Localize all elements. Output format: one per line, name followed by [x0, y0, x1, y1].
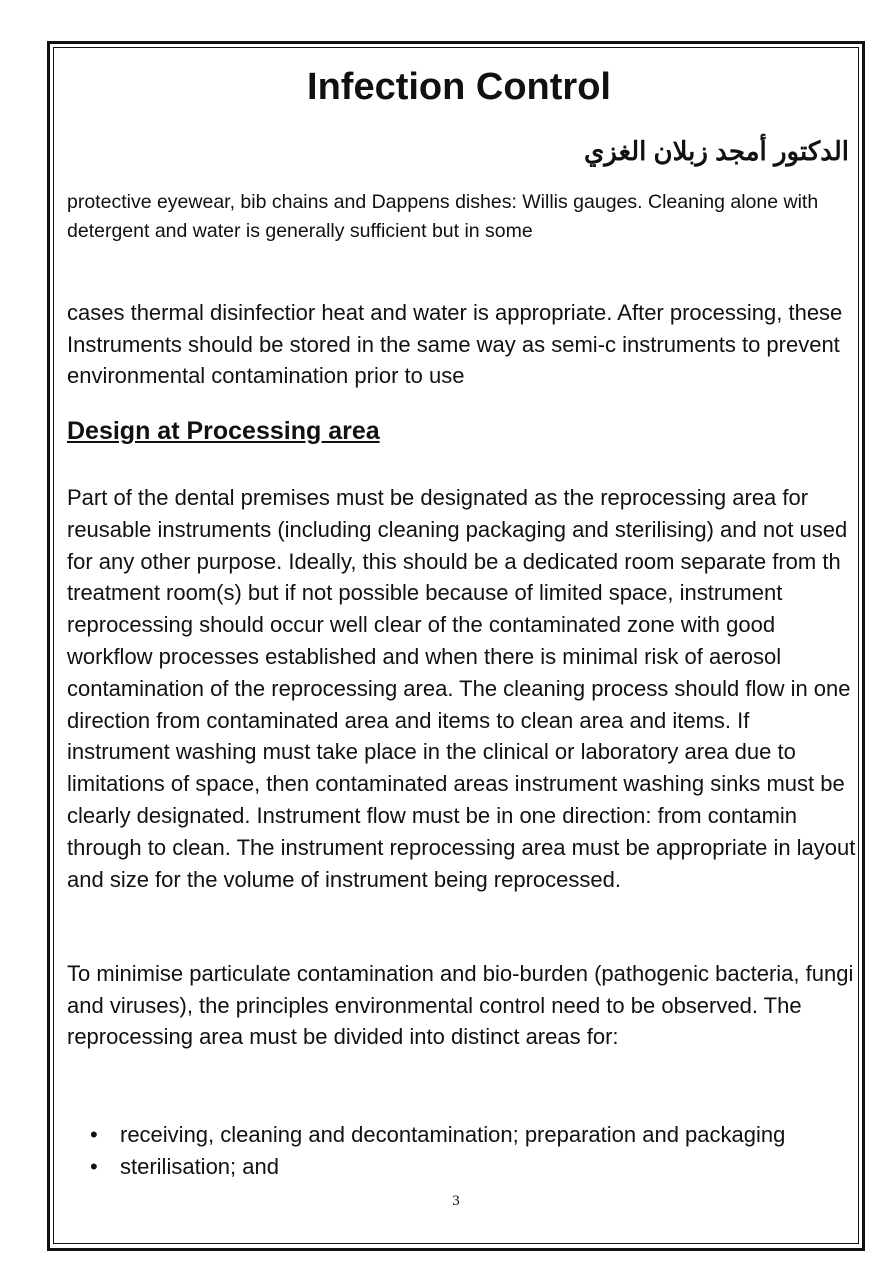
page-title: Infection Control	[307, 66, 611, 108]
list-item: • sterilisation; and	[90, 1151, 785, 1183]
intro-paragraph: protective eyewear, bib chains and Dappens dishes: Willis gauges. Cleaning alone with detergent and water is generally sufficient but in some	[67, 191, 819, 242]
page-number: 3	[452, 1193, 460, 1209]
list-item: • receiving, cleaning and decontamination; preparation and packaging	[90, 1119, 785, 1151]
section-heading: Design at Processing area	[67, 417, 380, 445]
paragraph-environment: To minimise particulate contamination and bio-burden (pathogenic bacteria, fungi and viruses), the principles environmental control need to be observed. The reprocessing area must be divided into distinct areas for:	[67, 961, 854, 1049]
area-list	[90, 1119, 785, 1183]
paragraph-storage: cases thermal disinfectior heat and water is appropriate. After processing, these Instruments should be stored in the same way as semi-c instruments to prevent environmental contamination prior to use	[67, 300, 843, 388]
paragraph-design: Part of the dental premises must be designated as the reprocessing area for reusable instruments (including cleaning packaging and sterilising) and not used for any other purpose. Ideally, this should be a dedicated room separate from th treatment room(s) but if not possible because of limited space, instrument reprocessing should occur well clear of the contaminated zone with good workflow processes established and when there is minimal risk of aerosol contamination of the reprocessing area. The cleaning process should flow in one direction from contaminated area and items to clean area and items. If instrument washing must take place in the clinical or laboratory area due to limitations of space, then contaminated areas instrument washing sinks must be clearly designated. Instrument flow must be in one direction: from contamin through to clean. The instrument reprocessing area must be appropriate in layout and size for the volume of instrument being reprocessed.	[67, 485, 856, 892]
author-name: الدكتور أمجد زبلان الغزي	[583, 136, 849, 166]
